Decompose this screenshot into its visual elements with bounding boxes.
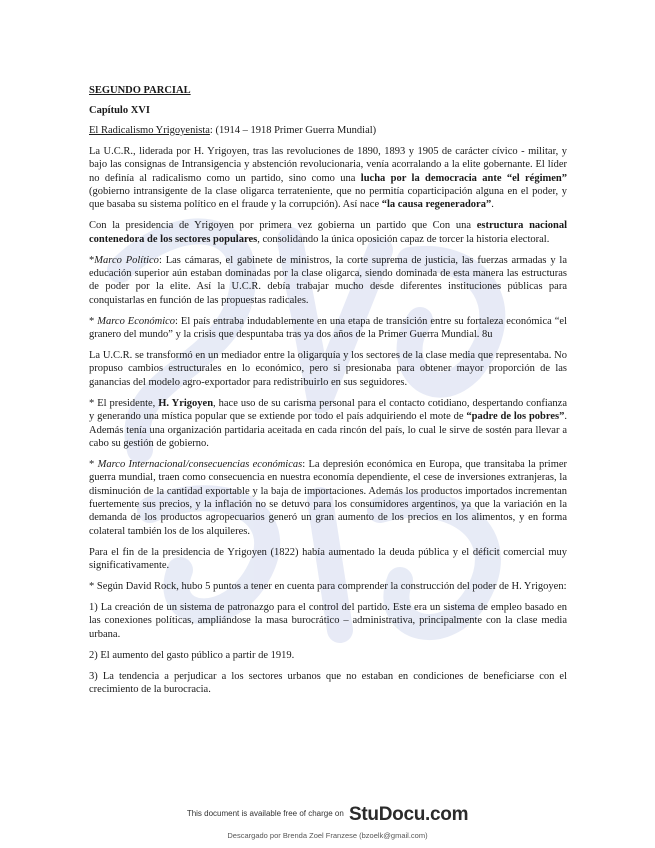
list-item-3: 3) La tendencia a perjudicar a los sectores urbanos que no estaban en condiciones de beneficiarse con el crecimiento de la burocracia.: [89, 670, 567, 696]
text-run: *: [89, 458, 98, 470]
text-run: , hace uso de su carisma personal para el contacto cotidiano, despertando confianza y generando una mística popular que se extiende por todo el país adquiriendo el mote de: [89, 397, 567, 423]
italic-run: Marco Económico: [97, 315, 176, 327]
bold-run: lucha por la democracia ante “el régimen”: [360, 172, 567, 184]
paragraph-presidente: [89, 397, 567, 451]
text-run: Con la presidencia de Yrigoyen por primera vez gobierna un partido que Con una: [89, 220, 477, 232]
section-subtitle: [89, 124, 567, 137]
text-run: *: [89, 315, 98, 327]
list-item-1: 1) La creación de un sistema de patronazgo para el control del partido. Este era un sistema de empleo basado en las conexiones políticas, ampliándose la masa burocrático – administrativa, principalmente con la clase media urbana.: [89, 602, 567, 640]
text-run: * El presidente,: [89, 397, 159, 409]
paragraph-deuda: Para el fin de la presidencia de Yrigoyen (1822) había aumentado la deuda pública y el déficit comercial muy significativamente.: [89, 546, 567, 572]
bold-run: H. Yrigoyen: [158, 397, 214, 409]
list-item-2: 2) El aumento del gasto público a partir de 1919.: [89, 649, 295, 661]
italic-run: Marco Político: [94, 254, 159, 266]
text-run: , consolidando la única oposición capaz de torcer la historia electoral.: [257, 233, 550, 245]
available-text: This document is available free of charge on: [186, 809, 344, 818]
text-run: *: [89, 254, 95, 266]
download-attribution: Descargado por Brenda Zoel Franzese (bzoelk@gmail.com): [227, 831, 428, 840]
text-run: : La depresión económica en Europa, que transitaba la primer guerra mundial, traen como consecuencia en nuestra economía dependiente, el cese de inversiones extranjeras, la disminución de la cantidad exportable y la baja de importaciones. Además los productos importados incrementan fuertemente sus precios, y la inflación no se detuvo para los consumidores argentinos, ya que la variación en la demanda de los productos agropecuarios generó un gran aumento de los precios en los alimentos, y en forma colateral también los de los alquileres.: [89, 458, 568, 537]
paragraph-marco-politico: [89, 254, 567, 308]
text-run: La U.C.R., liderada por H. Yrigoyen, tras las revoluciones de 1890, 1893 y 1905 de carácter cívico - militar, y bajo las consignas de Intransigencia y abstención revolucionaria, venía acorralando a la elite gobernante. El líder no definía al radicalismo como un partido, sino como una: [89, 145, 567, 184]
text-run: : Las cámaras, el gabinete de ministros, la corte suprema de justicia, las fuerzas armadas y la educación superior aún estaban dominadas por la clase oligarca, siendo dominada de esta manera las estructuras de poder por la elite. Así la U.C.R. debía trabajar mucho desde diferentes instituciones públicas para conquistarlas en función de las propuestas radicales.: [89, 254, 567, 306]
paragraph-ucr-intro: [89, 145, 567, 212]
subtitle-rest: : (1914 – 1918 Primer Guerra Mundial): [209, 124, 377, 136]
bold-run: “padre de los pobres”: [466, 411, 565, 423]
bold-run: “la causa regeneradora”: [381, 199, 492, 211]
studocu-logo-link[interactable]: StuDocu.com: [349, 804, 469, 825]
paragraph-presidency: [89, 219, 567, 246]
document-body: [89, 84, 567, 704]
text-run: (gobierno intransigente de la clase oligarca terrateniente, que no permitía coparticipación alguna en el poder, y que basaba su sistema político en el fraude y la corrupción). Así nace: [89, 185, 567, 211]
paragraph-david-rock: * Según David Rock, hubo 5 puntos a tener en cuenta para comprender la construcción del poder de H. Yrigoyen:: [89, 581, 567, 593]
chapter-heading: Capítulo XVI: [89, 105, 150, 117]
paragraph-mediador: La U.C.R. se transformó en un mediador entre la oligarquía y los sectores de la clase media que representaba. No propuso cambios estructurales en lo económico, pero si presionaba para obtener mayor proporción de las ganancias del modelo agro-exportador para redistribuirlo en sus seguidores.: [89, 350, 567, 388]
text-run: . Además tenía una organización partidaria aceitada en cada rincón del país, lo cual le sirve de sostén para llevar a cabo su gestión de gobierno.: [89, 411, 567, 449]
italic-run: Marco Internacional/consecuencias económicas: [97, 458, 303, 470]
studocu-footer: [0, 804, 655, 826]
text-run: .: [491, 199, 494, 211]
paragraph-marco-internacional: [89, 458, 567, 538]
document-title: SEGUNDO PARCIAL: [89, 85, 191, 96]
text-run: : El país entraba indudablemente en una etapa de transición entre su fortaleza económica “el granero del mundo” y la crisis que despuntaba tras ya dos años de la Primer Guerra Mundial. 8u: [89, 315, 567, 341]
subtitle-underlined: El Radicalismo Yrigoyenista: [89, 124, 210, 136]
bold-run: estructura nacional contenedora de los sectores populares: [89, 220, 567, 245]
paragraph-marco-economico: [89, 315, 567, 342]
